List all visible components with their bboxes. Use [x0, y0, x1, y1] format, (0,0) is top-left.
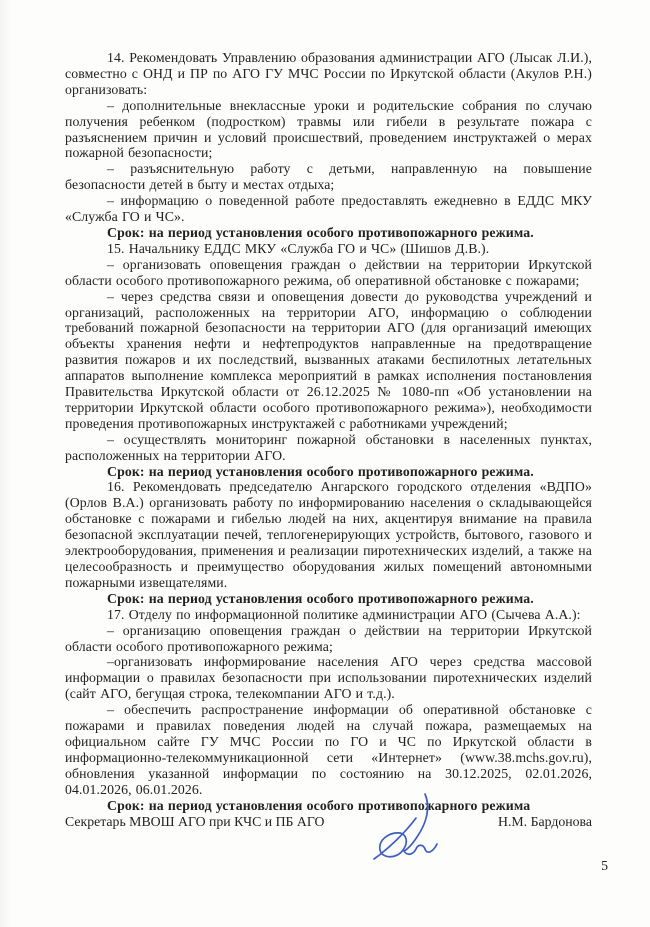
- item-16-deadline: Срок: на период установления особого противопожарного режима.: [107, 590, 534, 606]
- item-17-bullet-3: – обеспечить распространение информации об оперативной обстановке с пожарами и правилах поведения людей на случай пожара, размещаемых на официальном сайте ГУ МЧС России по ГО и ЧС по Иркутской области в информационно-телекоммуникационной сети «Интернет» (www.38.mchs.gov.ru), обновления указанной информации по состоянию на 30.12.2025, 02.01.2026, 04.01.2026, 06.01.2026.: [65, 702, 592, 797]
- page-number: 5: [601, 858, 608, 873]
- item-14-bullet-1: – дополнительные внеклассные уроки и родительские собрания по случаю получения ребенком (подростком) травмы или гибели в результате пожара с разъяснением причин и условий происшествий, проведением инструктажей о мерах пожарной безопасности;: [65, 97, 592, 161]
- signee-name: Н.М. Бардонова: [498, 814, 592, 829]
- item-17-bullet-1: – организацию оповещения граждан о действии на территории Иркутской области особого противопожарного режима;: [65, 622, 592, 654]
- signature-block: [65, 814, 592, 830]
- item-14-bullet-2: – разъяснительную работу с детьми, направленную на повышение безопасности детей в быту и местах отдыха;: [65, 161, 592, 193]
- document-body: [65, 50, 592, 814]
- item-15-bullet-3: – осуществлять мониторинг пожарной обстановки в населенных пунктах, расположенных на территории АГО.: [65, 431, 592, 463]
- item-17-deadline: Срок: на период установления особого противопожарного режима: [107, 797, 531, 813]
- item-15-heading: 15. Начальнику ЕДДС МКУ «Служба ГО и ЧС» (Шишов Д.В.).: [107, 240, 490, 256]
- item-15-bullet-1: – организовать оповещения граждан о действии на территории Иркутской области особого противопожарного режима, об оперативной обстановке с пожарами;: [65, 256, 592, 288]
- item-14-heading: 14. Рекомендовать Управлению образования администрации АГО (Лысак Л.И.), совместно с ОНД и ПР по АГО ГУ МЧС России по Иркутской области (Акулов Р.Н.) организовать:: [65, 50, 592, 97]
- item-15-bullet-2: – через средства связи и оповещения довести до руководства учреждений и организаций, расположенных на территории АГО, информацию о соблюдении требований пожарной безопасности на территории АГО (для организаций имеющих объекты хранения нефти и нефтепродуктов направленные на предотвращение развития пожаров и их последствий, вызванных атаками беспилотных летательных аппаратов выполнение комплекса мероприятий в рамках исполнения постановления Правительства Иркутской области от 26.12.2025 № 1080-пп «Об установлении на территории Иркутской области особого противопожарного режима»), необходимости проведения противопожарных инструктажей с работниками учреждений;: [65, 288, 592, 431]
- item-14-bullet-3: – информацию о поведенной работе предоставлять ежедневно в ЕДДС МКУ «Служба ГО и ЧС».: [65, 193, 592, 225]
- item-17-heading: 17. Отделу по информационной политике администрации АГО (Сычева А.А.):: [107, 606, 581, 622]
- item-16-paragraph: 16. Рекомендовать председателю Ангарского городского отделения «ВДПО» (Орлов В.А.) организовать работу по информированию населения о складывающейся обстановке с пожарами и гибелью людей на них, акцентируя внимание на правила безопасной эксплуатации печей, теплогенерирующих устройств, бытового, газового и электрооборудования, применения и реализации пиротехнических изделий, а также на целесообразность и преимущество оборудования жилых помещений автономными пожарными извещателями.: [65, 479, 592, 590]
- item-15-deadline: Срок: на период установления особого противопожарного режима.: [107, 463, 534, 479]
- handwritten-signature-icon: [370, 792, 442, 872]
- item-14-deadline: Срок: на период установления особого противопожарного режима.: [107, 224, 534, 240]
- item-17-bullet-2: –организовать информирование населения АГО через средства массовой информации о правилах безопасности при использовании пиротехнических изделий (сайт АГО, бегущая строка, телекомпании АГО и т.д.).: [65, 654, 592, 702]
- signee-position-label: Секретарь МВОШ АГО при КЧС и ПБ АГО: [65, 814, 325, 829]
